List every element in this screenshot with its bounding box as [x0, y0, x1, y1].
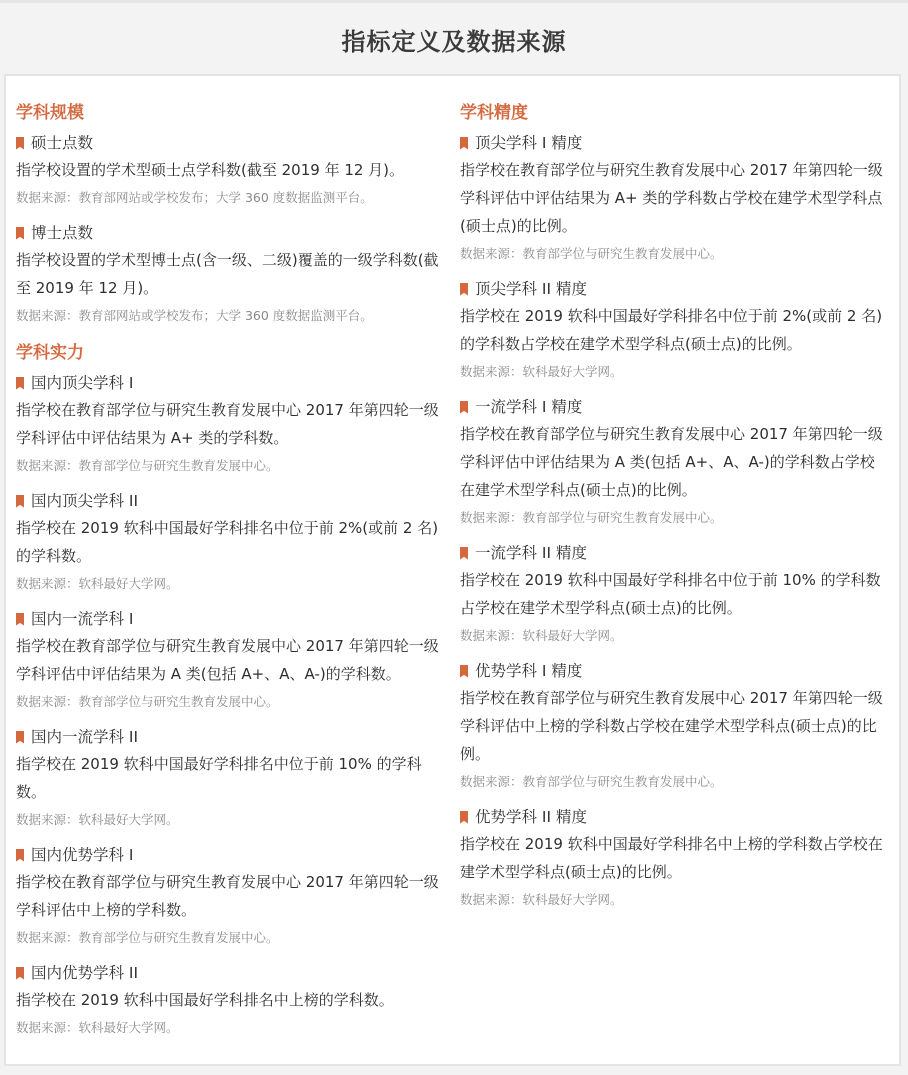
bookmark-icon	[460, 811, 468, 824]
indicator-title	[16, 130, 444, 156]
data-source: 数据来源：教育部学位与研究生教育发展中心。	[460, 774, 723, 789]
indicator-item	[16, 842, 444, 952]
indicator-item	[16, 724, 444, 834]
bookmark-icon	[460, 547, 468, 560]
data-source: 数据来源：教育部学位与研究生教育发展中心。	[460, 510, 723, 525]
bookmark-icon	[16, 613, 24, 626]
indicator-title	[16, 960, 444, 986]
bookmark-icon	[16, 849, 24, 862]
definitions-panel	[4, 74, 901, 1066]
indicator-definition: 指学校在教育部学位与研究生教育发展中心 2017 年第四轮一级学科评估中评估结果为 A 类(包括 A+、A、A-)的学科数占学校在建学术型学科点(硕士点)的比例。	[460, 425, 883, 499]
indicator-name: 国内优势学科 I	[31, 846, 134, 864]
indicator-name: 国内顶尖学科 I	[31, 374, 134, 392]
indicator-title	[16, 606, 444, 632]
indicator-definition: 指学校在 2019 软科中国最好学科排名中位于前 10% 的学科数。	[16, 755, 422, 801]
data-source: 数据来源：教育部学位与研究生教育发展中心。	[16, 930, 279, 945]
bookmark-icon	[460, 283, 468, 296]
bookmark-icon	[460, 665, 468, 678]
data-source: 数据来源：软科最好大学网。	[460, 364, 623, 379]
bookmark-icon	[16, 495, 24, 508]
indicator-name: 一流学科 II 精度	[475, 544, 587, 562]
indicator-definition: 指学校在 2019 软科中国最好学科排名中位于前 10% 的学科数占学校在建学术型学科点(硕士点)的比例。	[460, 571, 881, 617]
indicator-title	[16, 370, 444, 396]
data-source: 数据来源：软科最好大学网。	[16, 1020, 179, 1035]
indicator-definition: 指学校在 2019 软科中国最好学科排名中位于前 2%(或前 2 名)的学科数占学校在建学术型学科点(硕士点)的比例。	[460, 307, 883, 353]
indicator-name: 国内优势学科 II	[31, 964, 139, 982]
data-source: 数据来源：教育部网站或学校发布；大学 360 度数据监测平台。	[16, 190, 373, 205]
indicator-name: 硕士点数	[31, 134, 94, 152]
indicator-definition: 指学校设置的学术型博士点(含一级、二级)覆盖的一级学科数(截至 2019 年 12 月)。	[16, 251, 439, 297]
indicator-definition: 指学校在教育部学位与研究生教育发展中心 2017 年第四轮一级学科评估中上榜的学科数占学校在建学术型学科点(硕士点)的比例。	[460, 689, 883, 763]
indicator-item	[460, 276, 888, 386]
data-source: 数据来源：教育部学位与研究生教育发展中心。	[16, 694, 279, 709]
bookmark-icon	[16, 377, 24, 390]
indicator-definition: 指学校设置的学术型硕士点学科数(截至 2019 年 12 月)。	[16, 161, 405, 179]
indicator-definition: 指学校在教育部学位与研究生教育发展中心 2017 年第四轮一级学科评估中评估结果为 A+ 类的学科数。	[16, 401, 439, 447]
indicator-name: 优势学科 II 精度	[475, 808, 587, 826]
indicator-item	[460, 540, 888, 650]
indicator-name: 国内一流学科 I	[31, 610, 134, 628]
section-heading: 学科实力	[16, 343, 84, 363]
indicator-item	[16, 606, 444, 716]
indicator-item	[460, 130, 888, 268]
indicator-item	[16, 130, 444, 212]
left-column	[16, 98, 444, 1050]
bookmark-icon	[16, 137, 24, 150]
indicator-item	[16, 370, 444, 480]
data-source: 数据来源：软科最好大学网。	[460, 892, 623, 907]
indicator-title	[460, 394, 888, 420]
indicator-title	[460, 276, 888, 302]
data-source: 数据来源：软科最好大学网。	[16, 576, 179, 591]
right-column	[460, 98, 888, 922]
indicator-title	[460, 804, 888, 830]
indicator-name: 顶尖学科 II 精度	[475, 280, 587, 298]
indicator-title	[460, 540, 888, 566]
indicator-name: 优势学科 I 精度	[475, 662, 583, 680]
indicator-definition: 指学校在教育部学位与研究生教育发展中心 2017 年第四轮一级学科评估中评估结果为 A 类(包括 A+、A、A-)的学科数。	[16, 637, 439, 683]
indicator-name: 国内一流学科 II	[31, 728, 139, 746]
indicator-name: 国内顶尖学科 II	[31, 492, 139, 510]
indicator-item	[16, 220, 444, 330]
indicator-title	[16, 488, 444, 514]
indicator-definition: 指学校在 2019 软科中国最好学科排名中上榜的学科数占学校在建学术型学科点(硕士点)的比例。	[460, 835, 883, 881]
data-source: 数据来源：软科最好大学网。	[16, 812, 179, 827]
data-source: 数据来源：软科最好大学网。	[460, 628, 623, 643]
page-title: 指标定义及数据来源	[341, 28, 567, 56]
indicator-item	[16, 960, 444, 1042]
indicator-title	[16, 220, 444, 246]
top-divider	[0, 0, 908, 3]
bookmark-icon	[16, 731, 24, 744]
indicator-title	[16, 724, 444, 750]
section-heading: 学科精度	[460, 103, 528, 123]
data-source: 数据来源：教育部学位与研究生教育发展中心。	[460, 246, 723, 261]
indicator-definition: 指学校在 2019 软科中国最好学科排名中上榜的学科数。	[16, 991, 394, 1009]
indicator-definition: 指学校在 2019 软科中国最好学科排名中位于前 2%(或前 2 名)的学科数。	[16, 519, 439, 565]
indicator-item	[460, 394, 888, 532]
indicator-item	[16, 488, 444, 598]
data-source: 数据来源：教育部学位与研究生教育发展中心。	[16, 458, 279, 473]
bookmark-icon	[16, 967, 24, 980]
bookmark-icon	[16, 227, 24, 240]
indicator-name: 一流学科 I 精度	[475, 398, 583, 416]
indicator-name: 顶尖学科 I 精度	[475, 134, 583, 152]
bookmark-icon	[460, 137, 468, 150]
indicator-title	[460, 658, 888, 684]
section-heading: 学科规模	[16, 103, 84, 123]
indicator-title	[16, 842, 444, 868]
indicator-definition: 指学校在教育部学位与研究生教育发展中心 2017 年第四轮一级学科评估中上榜的学科数。	[16, 873, 439, 919]
indicator-item	[460, 804, 888, 914]
indicator-definition: 指学校在教育部学位与研究生教育发展中心 2017 年第四轮一级学科评估中评估结果为 A+ 类的学科数占学校在建学术型学科点(硕士点)的比例。	[460, 161, 883, 235]
indicator-item	[460, 658, 888, 796]
indicator-title	[460, 130, 888, 156]
bookmark-icon	[460, 401, 468, 414]
indicator-name: 博士点数	[31, 224, 94, 242]
data-source: 数据来源：教育部网站或学校发布；大学 360 度数据监测平台。	[16, 308, 373, 323]
